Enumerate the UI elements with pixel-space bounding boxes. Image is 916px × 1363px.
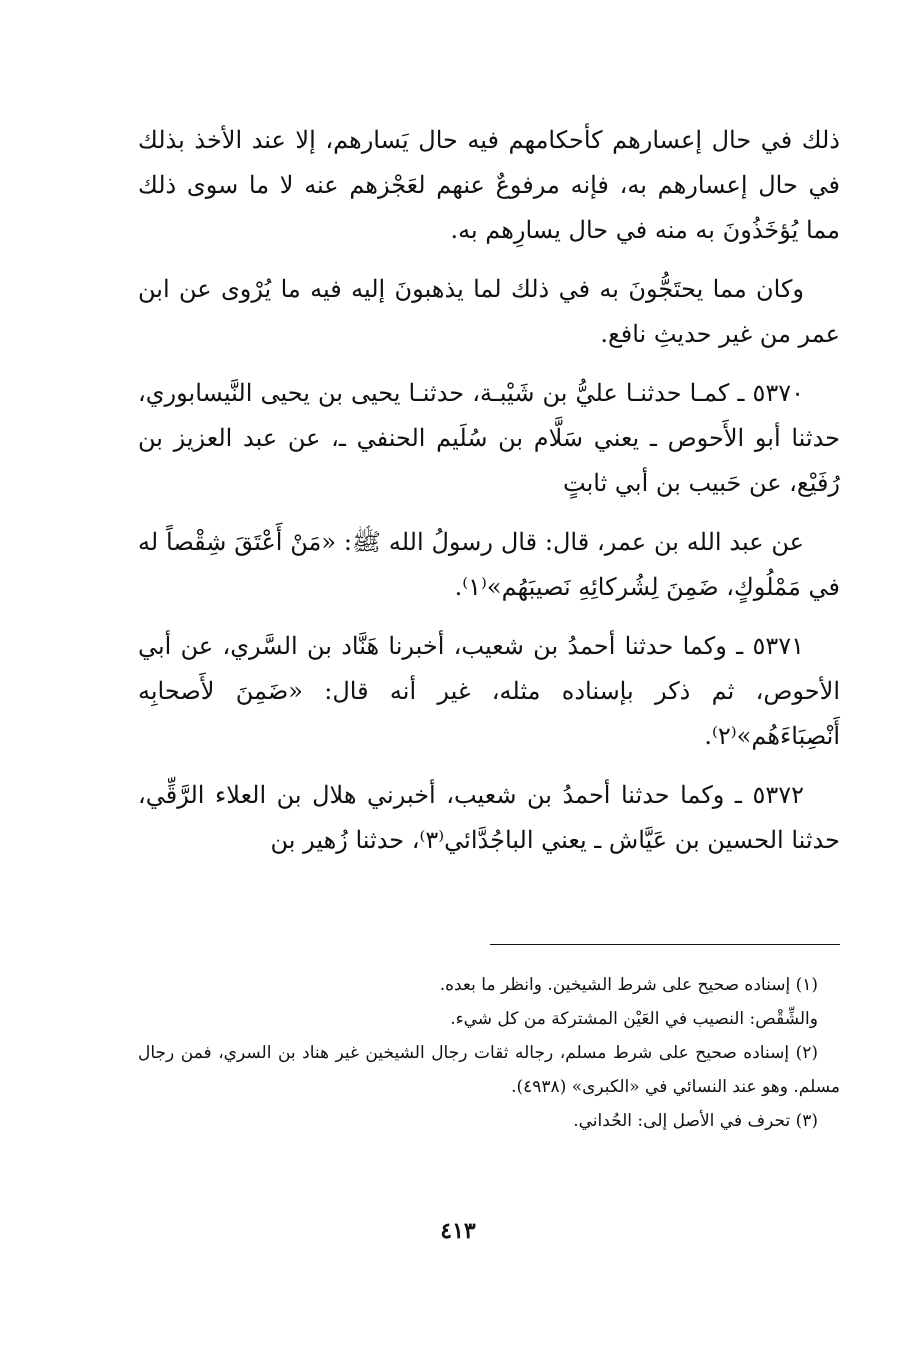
paragraph-argument: وكان مما يحتَجُّونَ به في ذلك لما يذهبونَ إليه فيه ما يُرْوى عن ابن عمر من غير حديثِ نافع. [138,275,840,348]
page-number: ٤١٣ [440,1218,476,1244]
footnote-1: (١) إسناده صحيح على شرط الشيخين. وانظر ما بعده. [439,975,818,995]
hadith-5370-text: عن عبد الله بن عمر، قال: قال رسولُ الله ﷺ: «مَنْ أَعْتَقَ شِقْصاً له في مَمْلُوكٍ، ضَمِنَ لِشُركائِهِ نَصيبَهُم»⁽١⁾. [138,528,840,601]
hadith-5371: ٥٣٧١ ـ وكما حدثنا أحمدُ بن شعيب، أخبرنا هَنَّاد بن السَّري، عن أبي الأحوص، ثم ذكر بإسناده مثله، غير أنه قال: «ضَمِنَ لأَصحابِه أَنْصِبَاءَهُم»⁽٢⁾. [138,632,840,750]
footnote-1-definition: والشِّقْص: النصيب في العَيْن المشتركة من كل شيء. [450,1009,818,1029]
main-text [138,118,840,877]
hadith-5370-chain: ٥٣٧٠ ـ كمـا حدثنـا عليُّ بن شَيْبـة، حدثنـا يحيى بن يحيى النَّيسابوري، حدثنا أبو الأَحوص ـ يعني سَلَّام بن سُلَيم الحنفي ـ، عن عبد العزيز بن رُفَيْع، عن حَبيب بن أبي ثابتٍ [138,379,840,497]
footnote-divider [490,944,840,945]
footnotes [138,968,840,1138]
footnote-2: (٢) إسناده صحيح على شرط مسلم، رجاله ثقات رجال الشيخين غير هناد بن السري، فمن رجال مسلم. وهو عند النسائي في «الكبرى» (٤٩٣٨). [138,1043,840,1097]
paragraph-continuation: ذلك في حال إعسارهم كأحكامهم فيه حال يَسارهم، إلا عند الأخذ بذلك في حال إعسارهم به، فإنه مرفوعٌ عنهم لعَجْزهم عنه لا ما سوى ذلك مما يُؤخَذُونَ به منه في حال يسارِهم به. [138,126,840,244]
hadith-5372: ٥٣٧٢ ـ وكما حدثنا أحمدُ بن شعيب، أخبرني هلال بن العلاء الرَّقِّي، حدثنا الحسين بن عَيَّاش ـ يعني الباجُدَّائي⁽٣⁾، حدثنا زُهير بن [138,781,840,854]
footnote-3: (٣) تحرف في الأصل إلى: الحُداني. [573,1111,818,1131]
